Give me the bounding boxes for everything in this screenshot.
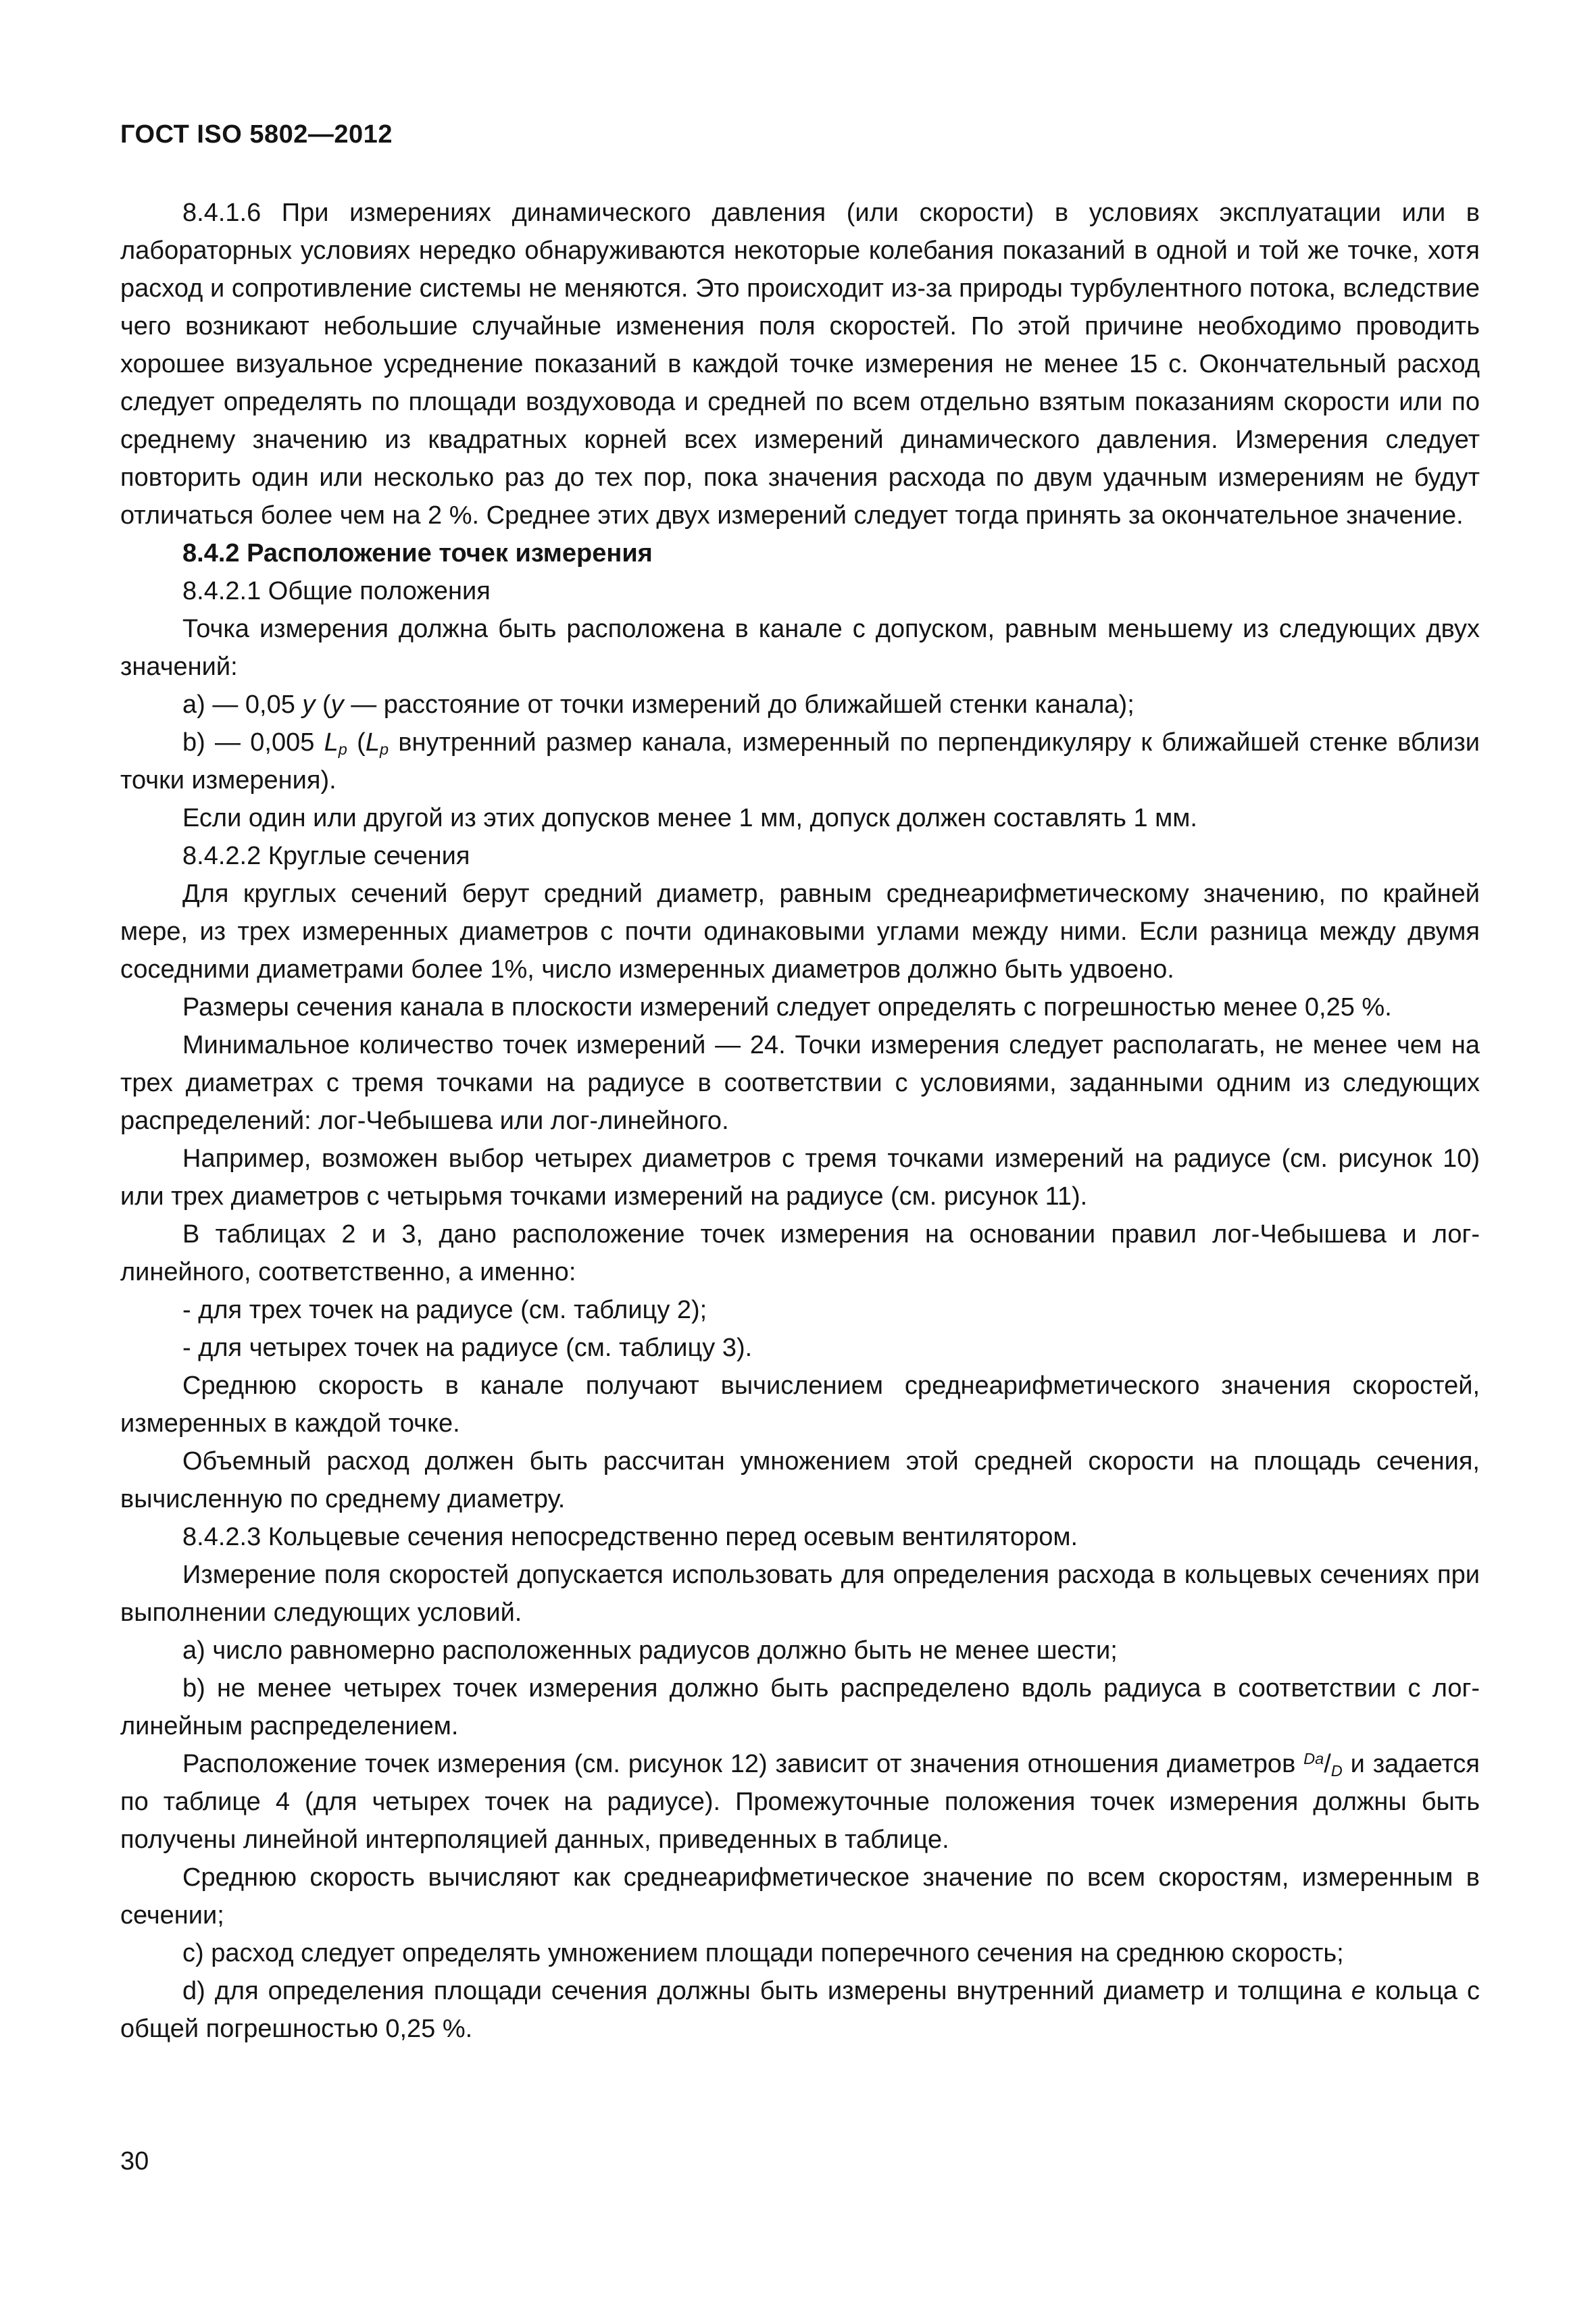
slash-separator: / bbox=[1324, 1750, 1331, 1778]
text-run: Расположение точек измерения (см. рисунок 12) зависит от значения отношения диаметров bbox=[182, 1750, 1304, 1778]
variable-y: y bbox=[302, 690, 316, 719]
text-run: внутренний размер канала, измеренный по перпендикуляру к ближайшей стенке вблизи точки измерения). bbox=[120, 728, 1480, 795]
paragraph-tables-2-3: В таблицах 2 и 3, дано расположение точек измерения на основании правил лог-Чебышева и лог-линейного, соответственно, а именно: bbox=[120, 1220, 1480, 1286]
text-run: — расстояние от точки измерений до ближайшей стенки канала); bbox=[343, 690, 1134, 719]
paragraph-volume-flow: Объемный расход должен быть рассчитан умножением этой средней скорости на площадь сечения, вычисленную по среднему диаметру. bbox=[120, 1447, 1480, 1513]
subscript-D: D bbox=[1330, 1761, 1343, 1780]
heading-8-4-2-3: 8.4.2.3 Кольцевые сечения непосредственно перед осевым вентилятором. bbox=[182, 1523, 1078, 1551]
document-header: ГОСТ ISO 5802—2012 bbox=[120, 120, 393, 149]
text-run: d) для определения площади сечения должны быть измерены внутренний диаметр и толщина bbox=[182, 1977, 1351, 2005]
paragraph-section-dimensions: Размеры сечения канала в плоскости измерений следует определять с погрешностью менее 0,25 %. bbox=[182, 993, 1392, 1022]
subscript-p: p bbox=[338, 740, 347, 758]
list-item-b-tolerance bbox=[120, 724, 1480, 799]
paragraph-example-diameters: Например, возможен выбор четырех диаметров с тремя точками измерений на радиусе (см. рисунок 10) или трех диаметров с четырьмя точками измерений на радиусе (см. рисунок 11). bbox=[120, 1145, 1480, 1211]
list-item-b-distribution: b) не менее четырех точек измерения должно быть распределено вдоль радиуса в соответствии с лог-линейным распределением. bbox=[120, 1674, 1480, 1740]
document-content bbox=[120, 194, 1480, 2048]
text-run: b) — 0,005 bbox=[182, 728, 324, 757]
heading-8-4-2: 8.4.2 Расположение точек измерения bbox=[182, 539, 653, 568]
heading-8-4-2-1: 8.4.2.1 Общие положения bbox=[182, 577, 491, 605]
text-run: ( bbox=[347, 728, 366, 757]
paragraph-mean-velocity: Среднюю скорость в канале получают вычислением среднеарифметического значения скоростей, измеренных в каждой точке. bbox=[120, 1372, 1480, 1438]
variable-L: L bbox=[324, 728, 339, 757]
paragraph-1mm-tolerance: Если один или другой из этих допусков менее 1 мм, допуск должен составлять 1 мм. bbox=[182, 804, 1197, 832]
paragraph-8-4-1-6: 8.4.1.6 При измерениях динамического давления (или скорости) в условиях эксплуатации или в лабораторных условиях нередко обнаруживаются некоторые колебания показаний в одной и той же точке, хотя расход и сопротивление системы не меняются. Это происходит из-за природы турбулентного потока, вследствие чего возникают небольшие случайные изменения поля скоростей. По этой причине необходимо проводить хорошее визуальное усреднение показаний в каждой точке измерения не менее 15 с. Окончательный расход следует определять по площади воздуховода и средней по всем отдельно взятым показаниям скорости или по среднему значению из квадратных корней всех измерений динамического давления. Измерения следует повторить один или несколько раз до тех пор, пока значения расхода по двум удачным измерениям не будут отличаться более чем на 2 %. Среднее этих двух измерений следует тогда принять за окончательное значение. bbox=[120, 199, 1480, 530]
paragraph-circular-sections: Для круглых сечений берут средний диаметр, равным среднеарифметическому значению, по крайней мере, из трех измеренных диаметров с почти одинаковыми углами между ними. Если разница между двумя соседними диаметрами более 1%, число измеренных диаметров должно быть удвоено. bbox=[120, 880, 1480, 984]
paragraph-mean-velocity-section: Среднюю скорость вычисляют как среднеарифметическое значение по всем скоростям, измеренным в сечении; bbox=[120, 1863, 1480, 1930]
heading-8-4-2-2: 8.4.2.2 Круглые сечения bbox=[182, 842, 470, 870]
list-item-a-tolerance bbox=[120, 686, 1480, 724]
list-item-three-points: - для трех точек на радиусе (см. таблицу 2); bbox=[182, 1296, 707, 1324]
superscript-Da: Da bbox=[1303, 1750, 1324, 1768]
text-run: кольца с общей погрешностью 0,25 %. bbox=[120, 1977, 1480, 2043]
list-item-c-flow: c) расход следует определять умножением площади поперечного сечения на среднюю скорость; bbox=[182, 1939, 1344, 1967]
paragraph-diameter-ratio bbox=[120, 1745, 1480, 1859]
text-run: a) — 0,05 bbox=[182, 690, 303, 719]
variable-e: e bbox=[1351, 1977, 1366, 2005]
paragraph-minimum-points: Минимальное количество точек измерений — 24. Точки измерения следует располагать, не менее чем на трех диаметрах с тремя точками на радиусе в соответствии с условиями, заданными одним из следующих распределений: лог-Чебышева или лог-линейного. bbox=[120, 1031, 1480, 1135]
text-run: ( bbox=[315, 690, 331, 719]
variable-L: L bbox=[365, 728, 380, 757]
list-item-a-radii: a) число равномерно расположенных радиусов должно быть не менее шести; bbox=[182, 1636, 1118, 1665]
subscript-p: p bbox=[379, 740, 389, 758]
text-run: и задается по таблице 4 (для четырех точек на радиусе). Промежуточные положения точек измерения должны быть получены линейной интерполяцией данных, приведенных в таблице. bbox=[120, 1750, 1480, 1854]
list-item-d-area bbox=[120, 1972, 1480, 2048]
paragraph-measuring-point-tolerance: Точка измерения должна быть расположена в канале с допуском, равным меньшему из следующих двух значений: bbox=[120, 615, 1480, 681]
paragraph-annular-sections: Измерение поля скоростей допускается использовать для определения расхода в кольцевых сечениях при выполнении следующих условий. bbox=[120, 1561, 1480, 1627]
page-number: 30 bbox=[120, 2147, 149, 2175]
list-item-four-points: - для четырех точек на радиусе (см. таблицу 3). bbox=[182, 1334, 753, 1362]
variable-y: y bbox=[330, 690, 344, 719]
